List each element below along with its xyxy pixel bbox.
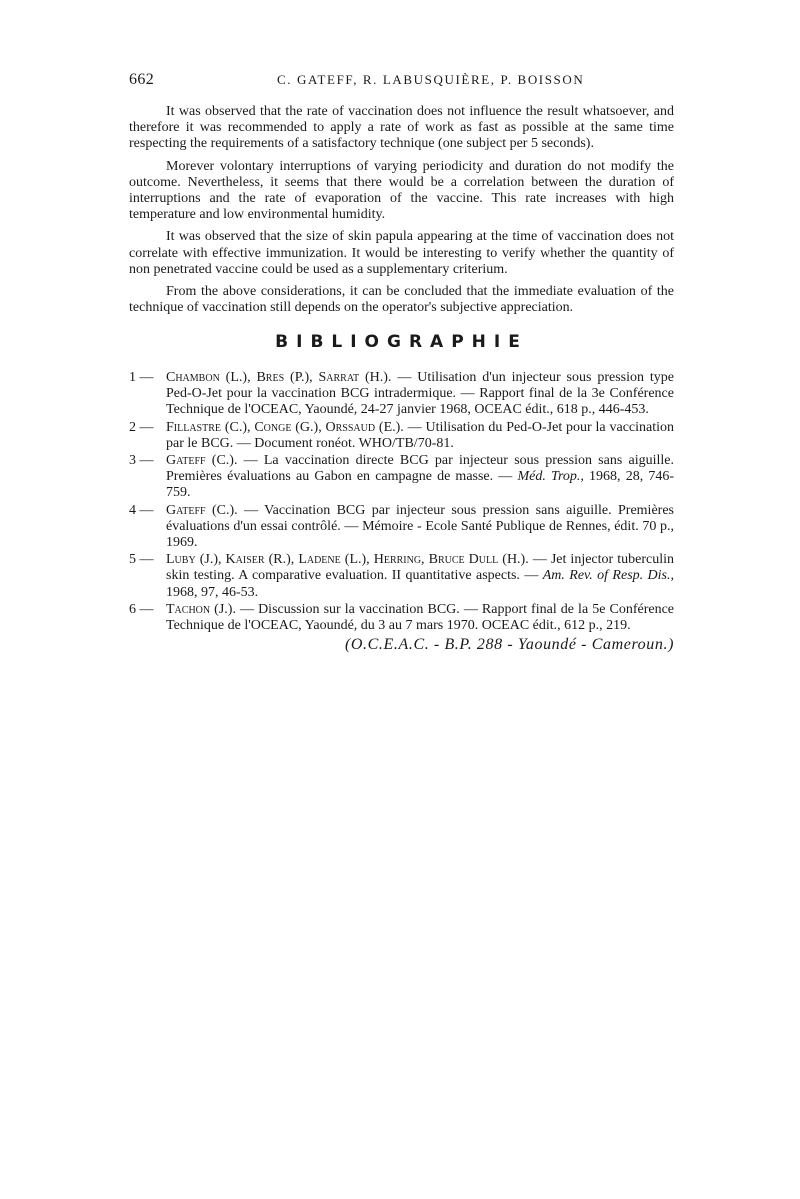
entry-authors: Tachon (J.). [166, 601, 236, 617]
entry-authors: Fillastre (C.), Conge (G.), Orssaud (E.). [166, 419, 404, 435]
entry-number: 6 — [129, 601, 154, 617]
body-text [129, 104, 674, 322]
paragraph: Morever volontary interruptions of varying periodicity and duration do not modify the outcome. Nevertheless, it seems that there would be a correlation between the duration of interruptions and the rate of evaporation of the vaccine. This rate increases with high temperature and low environmental humidity. [129, 158, 674, 223]
entry-journal: Am. Rev. of Resp. Dis., [542, 568, 674, 584]
bibliography-entry [129, 453, 674, 502]
entry-number: 5 — [129, 552, 154, 568]
entry-number: 3 — [129, 453, 154, 469]
entry-text: — La vaccination directe BCG par injecteur sous pression sans aiguille. Premières évaluations au Gabon en campagne de masse. — [166, 453, 674, 485]
entry-text: — Vaccination BCG par injecteur sous pression sans aiguille. Premières évaluations d'un essai contrôlé. — Mémoire - Ecole Santé Publique de Rennes, édit. 70 p., 1969. [166, 502, 674, 551]
entry-text: — Utilisation d'un injecteur sous pression type Ped-O-Jet pour la vaccination BCG intradermique. — Rapport final de la 3e Conférence Technique de l'OCEAC, Yaoundé, 24-27 janvier 1968, OCEAC édit., 618 p., 446-453. [166, 370, 674, 418]
paragraph: It was observed that the rate of vaccination does not influence the result whatsoever, and therefore it was recommended to apply a rate of work as fast as possible at the same time respecting the requirements of a satisfactory technique (one subject per 5 seconds). [129, 104, 674, 152]
entry-text: — Utilisation du Ped-O-Jet pour la vaccination par le BCG. — Document ronéot. WHO/TB/70-81. [166, 419, 675, 451]
paragraph: From the above considerations, it can be concluded that the immediate evaluation of the technique of vaccination still depends on the operator's subjective appreciation. [129, 284, 674, 316]
entry-tail: 1968, 28, 746-759. [166, 469, 674, 501]
bibliography-entry [129, 552, 674, 601]
entry-text: — Discussion sur la vaccination BCG. — Rapport final de la 5e Conférence Technique de l'OCEAC, Yaoundé, du 3 au 7 mars 1970. OCEAC édit., 612 p., 219. [166, 601, 675, 634]
bibliography-entry [129, 503, 674, 552]
entry-text: — Jet injector tuberculin skin testing. A comparative evaluation. II quantitative aspects. — [166, 552, 674, 584]
entry-authors: Chambon (L.), Bres (P.), Sarrat (H.). [166, 370, 392, 385]
entry-authors: Gateff (C.). [166, 502, 238, 518]
entry-number: 4 — [129, 502, 154, 518]
entry-number: 1 — [129, 370, 154, 385]
entry-authors: Luby (J.), Kaiser (R.), Ladene (L.), Herring, Bruce Dull (H.). [166, 552, 529, 568]
section-title: BIBLIOGRAPHIE [275, 332, 528, 352]
entry-journal: Méd. Trop., [517, 469, 584, 485]
institution-address: (O.C.E.A.C. - B.P. 288 - Yaoundé - Cameroun.) [344, 636, 674, 653]
paragraph: It was observed that the size of skin papula appearing at the time of vaccination does not correlate with effective immunization. It would be interesting to verify whether the quantity of non penetrated vaccine could be used as a supplementary criterium. [129, 229, 674, 277]
entry-number: 2 — [129, 419, 154, 435]
bibliography-list [129, 370, 674, 635]
bibliography-entry [129, 420, 674, 452]
running-header-authors: C. GATEFF, R. LABUSQUIÈRE, P. BOISSON [277, 72, 585, 87]
bibliography-entry [129, 370, 674, 419]
page-number: 662 [129, 71, 155, 88]
bibliography-entry [129, 602, 674, 634]
entry-authors: Gateff (C.). [166, 453, 238, 469]
entry-tail: 1968, 97, 46-53. [166, 584, 259, 600]
